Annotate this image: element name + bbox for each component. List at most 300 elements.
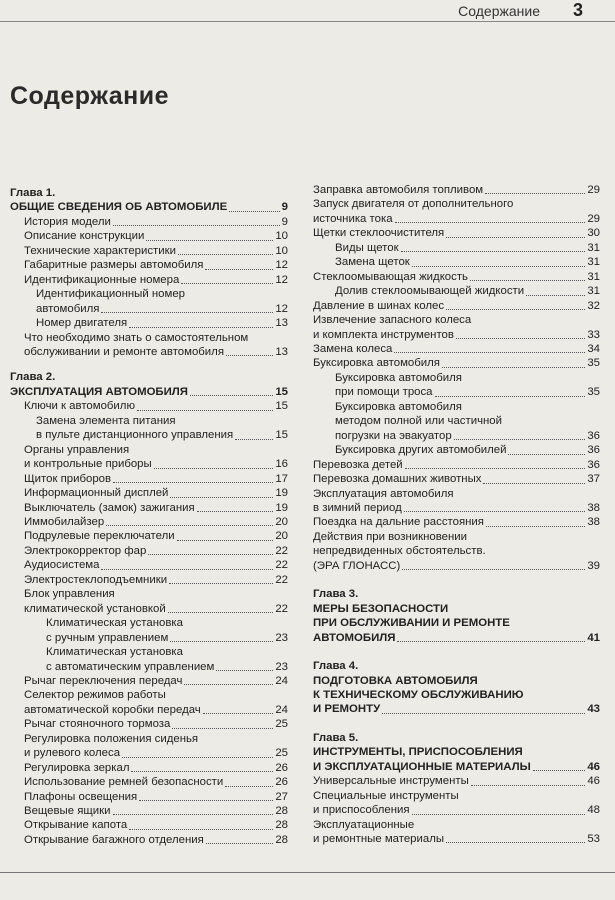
toc-entry-line: Органы управления bbox=[24, 443, 130, 456]
toc-entry-title: ОБЩИЕ СВЕДЕНИЯ ОБ АВТОМОБИЛЕ bbox=[10, 201, 228, 214]
toc-entry-last-line bbox=[335, 429, 600, 443]
toc-entry bbox=[10, 573, 288, 587]
dot-leader bbox=[184, 683, 273, 685]
dot-leader bbox=[235, 438, 273, 440]
toc-entry-title: Буксировка других автомобилей bbox=[335, 444, 507, 457]
toc-entry-last-line bbox=[24, 833, 288, 847]
toc-entry-title: Номер двигателя bbox=[36, 317, 128, 330]
toc-entry-last-line bbox=[24, 472, 288, 486]
toc-entry-last-line bbox=[313, 472, 600, 486]
toc-page-number: 9 bbox=[281, 215, 288, 228]
toc-page-number: 28 bbox=[275, 833, 288, 846]
dot-leader bbox=[178, 253, 273, 255]
toc-page-number: 15 bbox=[275, 429, 288, 442]
dot-leader bbox=[170, 640, 273, 642]
toc-page-number: 12 bbox=[275, 259, 288, 272]
dot-leader bbox=[483, 482, 585, 484]
toc-entry bbox=[313, 371, 600, 400]
toc-page-number: 31 bbox=[587, 285, 600, 298]
toc-right-column bbox=[313, 183, 600, 846]
dot-leader bbox=[229, 210, 279, 212]
toc-entry bbox=[313, 284, 600, 298]
dot-leader bbox=[148, 553, 273, 555]
toc-page-number: 22 bbox=[275, 602, 288, 615]
toc-page-number: 38 bbox=[587, 516, 600, 529]
toc-page-number: 13 bbox=[275, 317, 288, 330]
toc-entry bbox=[10, 544, 288, 558]
dot-leader bbox=[169, 582, 273, 584]
toc-entry-last-line bbox=[313, 458, 600, 472]
dot-leader bbox=[154, 467, 274, 469]
dot-leader bbox=[526, 294, 585, 296]
dot-leader bbox=[129, 326, 273, 328]
toc-page-number: 10 bbox=[275, 230, 288, 243]
toc-entry-last-line bbox=[24, 515, 288, 529]
chapter-title-entry bbox=[313, 745, 600, 774]
toc-entry bbox=[10, 529, 288, 543]
toc-entry-title: и рулевого колеса bbox=[24, 747, 121, 760]
dot-leader bbox=[137, 409, 273, 411]
toc-entry-line: Извлечение запасного колеса bbox=[313, 314, 472, 327]
dot-leader bbox=[412, 813, 586, 815]
toc-page-number: 35 bbox=[587, 386, 600, 399]
toc-entry bbox=[10, 775, 288, 789]
toc-page-number: 27 bbox=[275, 790, 288, 803]
toc-entry bbox=[313, 458, 600, 472]
toc-page-number: 22 bbox=[275, 544, 288, 557]
toc-entry-title: Подрулевые переключатели bbox=[24, 530, 175, 543]
toc-entry bbox=[10, 558, 288, 572]
toc-page-number: 19 bbox=[275, 487, 288, 500]
toc-entry bbox=[10, 804, 288, 818]
toc-entry bbox=[10, 833, 288, 847]
toc-entry bbox=[313, 789, 600, 818]
chapter-title-entry bbox=[313, 674, 600, 717]
toc-entry-last-line bbox=[24, 573, 288, 587]
toc-entry-title: и приспособления bbox=[313, 804, 410, 817]
toc-entry bbox=[313, 530, 600, 573]
toc-entry-last-line bbox=[24, 717, 288, 731]
running-header-section: Содержание bbox=[458, 3, 540, 19]
toc-entry bbox=[313, 183, 600, 197]
toc-entry-last-line bbox=[313, 631, 600, 645]
toc-page-number: 28 bbox=[275, 819, 288, 832]
toc-page-number: 15 bbox=[275, 385, 288, 398]
toc-page-number: 32 bbox=[587, 299, 600, 312]
toc-page-number: 31 bbox=[587, 241, 600, 254]
toc-entry bbox=[313, 313, 600, 342]
toc-entry-last-line bbox=[24, 258, 288, 272]
chapter-title-entry bbox=[10, 200, 288, 214]
toc-entry-last-line bbox=[313, 226, 600, 240]
toc-entry bbox=[10, 645, 288, 674]
dot-leader bbox=[226, 354, 273, 356]
toc-entry-last-line bbox=[24, 818, 288, 832]
toc-entry-last-line bbox=[313, 270, 600, 284]
toc-entry bbox=[10, 331, 288, 360]
toc-page-number: 12 bbox=[275, 273, 288, 286]
chapter-label: Глава 3. bbox=[313, 588, 359, 601]
toc-page-number: 33 bbox=[587, 328, 600, 341]
dot-leader bbox=[181, 282, 273, 284]
toc-entry-line: Действия при возникновении bbox=[313, 530, 467, 543]
dot-leader bbox=[172, 727, 273, 729]
toc-entry bbox=[10, 501, 288, 515]
toc-entry bbox=[313, 515, 600, 529]
toc-entry-last-line bbox=[313, 183, 600, 197]
toc-entry-title: Буксировка автомобиля bbox=[313, 357, 440, 370]
page-title: Содержание bbox=[10, 82, 170, 110]
toc-page-number: 46 bbox=[587, 760, 600, 773]
toc-entry-title: погрузки на эвакуатор bbox=[335, 429, 452, 442]
toc-entry bbox=[313, 226, 600, 240]
dot-leader bbox=[446, 841, 585, 843]
dot-leader bbox=[122, 756, 273, 758]
toc-entry-last-line bbox=[24, 215, 288, 229]
toc-page-number: 39 bbox=[587, 559, 600, 572]
toc-page-number: 41 bbox=[587, 631, 600, 644]
toc-entry bbox=[10, 244, 288, 258]
dot-leader bbox=[533, 769, 586, 771]
chapter-label: Глава 1. bbox=[10, 187, 56, 199]
toc-entry-title: Идентификационные номера bbox=[24, 273, 180, 286]
dot-leader bbox=[395, 221, 586, 223]
toc-entry bbox=[10, 258, 288, 272]
toc-entry bbox=[10, 486, 288, 500]
toc-page-number: 23 bbox=[275, 660, 288, 673]
toc-entry-line: Климатическая установка bbox=[46, 617, 183, 630]
toc-page-number: 25 bbox=[275, 718, 288, 731]
toc-entry-last-line bbox=[24, 790, 288, 804]
toc-entry-title: История модели bbox=[24, 215, 111, 228]
toc-entry-title: (ЭРА ГЛОНАСС) bbox=[313, 559, 401, 572]
toc-entry bbox=[313, 356, 600, 370]
dot-leader bbox=[177, 539, 274, 541]
toc-entry-last-line bbox=[24, 457, 288, 471]
toc-entry-title: Регулировка зеркал bbox=[24, 761, 130, 774]
toc-entry-line: Селектор режимов работы bbox=[24, 689, 166, 702]
toc-entry-title: Поездка на дальние расстояния bbox=[313, 516, 484, 529]
toc-entry-last-line bbox=[313, 328, 600, 342]
toc-page-number: 36 bbox=[587, 458, 600, 471]
toc-entry-title: Щиток приборов bbox=[24, 472, 112, 485]
toc-entry-last-line bbox=[24, 529, 288, 543]
toc-page-number: 24 bbox=[275, 674, 288, 687]
toc-entry-last-line bbox=[335, 385, 600, 399]
toc-entry bbox=[10, 674, 288, 688]
toc-entry-last-line bbox=[24, 746, 288, 760]
toc-entry-title: Перевозка домашних животных bbox=[313, 473, 482, 486]
toc-entry-title: Электрокорректор фар bbox=[24, 544, 147, 557]
toc-entry-last-line bbox=[335, 241, 600, 255]
toc-entry bbox=[10, 818, 288, 832]
toc-page-number: 26 bbox=[275, 776, 288, 789]
toc-page-number: 9 bbox=[281, 201, 288, 214]
toc-page-number: 23 bbox=[275, 631, 288, 644]
toc-left-column bbox=[10, 186, 288, 847]
toc-entry-line: К ТЕХНИЧЕСКОМУ ОБСЛУЖИВАНИЮ bbox=[313, 688, 524, 701]
toc-entry-title: Плафоны освещения bbox=[24, 790, 138, 803]
spacer bbox=[313, 573, 600, 587]
toc-entry-last-line bbox=[313, 774, 600, 788]
toc-entry-title: Описание конструкции bbox=[24, 230, 145, 243]
toc-entry-last-line bbox=[24, 544, 288, 558]
toc-entry-last-line bbox=[24, 761, 288, 775]
dot-leader bbox=[508, 453, 585, 455]
toc-entry-line: МЕРЫ БЕЗОПАСНОСТИ bbox=[313, 602, 449, 615]
toc-entry-title: Ключи к автомобилю bbox=[24, 400, 135, 413]
toc-entry-last-line bbox=[313, 559, 600, 573]
toc-entry-line: Запуск двигателя от дополнительного bbox=[313, 198, 514, 211]
toc-entry-last-line bbox=[335, 443, 600, 457]
footer-rule bbox=[0, 872, 615, 873]
page-header bbox=[0, 0, 615, 22]
toc-page-number: 38 bbox=[587, 501, 600, 514]
chapter-label: Глава 4. bbox=[313, 660, 359, 673]
dot-leader bbox=[203, 712, 274, 714]
toc-entry-title: АВТОМОБИЛЯ bbox=[313, 631, 396, 644]
toc-entry bbox=[10, 790, 288, 804]
toc-entry bbox=[10, 587, 288, 616]
toc-entry-title: в зимний период bbox=[313, 501, 402, 514]
dot-leader bbox=[456, 337, 585, 339]
chapter-title-entry bbox=[313, 602, 600, 645]
toc-entry-title: И РЕМОНТУ bbox=[313, 703, 381, 716]
toc-entry-last-line bbox=[313, 356, 600, 370]
toc-page-number: 19 bbox=[275, 501, 288, 514]
toc-entry bbox=[10, 761, 288, 775]
toc-entry-line: ПРИ ОБСЛУЖИВАНИИ И РЕМОНТЕ bbox=[313, 617, 510, 630]
spacer bbox=[10, 359, 288, 370]
dot-leader bbox=[139, 799, 273, 801]
toc-entry-title: обслуживании и ремонте автомобиля bbox=[24, 345, 224, 358]
toc-page-number: 48 bbox=[587, 804, 600, 817]
toc-entry-line: Эксплуатация автомобиля bbox=[313, 487, 454, 500]
toc-entry-line: Эксплуатационные bbox=[313, 818, 415, 831]
toc-page-number: 34 bbox=[587, 342, 600, 355]
toc-entry bbox=[10, 287, 288, 316]
dot-leader bbox=[470, 279, 585, 281]
toc-entry bbox=[10, 414, 288, 443]
toc-entry-last-line bbox=[313, 212, 600, 226]
dot-leader bbox=[405, 467, 586, 469]
toc-entry-last-line bbox=[313, 832, 600, 846]
toc-page-number: 28 bbox=[275, 805, 288, 818]
dot-leader bbox=[454, 438, 586, 440]
dot-leader bbox=[402, 568, 585, 570]
spacer bbox=[313, 645, 600, 659]
toc-entry bbox=[10, 688, 288, 717]
toc-entry-title: автоматической коробки передач bbox=[24, 703, 201, 716]
toc-entry-line: методом полной или частичной bbox=[335, 415, 502, 428]
dot-leader bbox=[101, 311, 273, 313]
toc-entry-title: Универсальные инструменты bbox=[313, 775, 469, 788]
toc-entry bbox=[313, 241, 600, 255]
toc-entry-last-line bbox=[335, 255, 600, 269]
toc-entry bbox=[313, 818, 600, 847]
toc-entry bbox=[313, 197, 600, 226]
toc-entry-title: с автоматическим управлением bbox=[46, 660, 215, 673]
toc-entry bbox=[10, 229, 288, 243]
toc-entry-line: непредвиденных обстоятельств. bbox=[313, 545, 486, 558]
dot-leader bbox=[446, 308, 585, 310]
toc-page-number: 37 bbox=[587, 473, 600, 486]
toc-entry-line: Регулировка положения сиденья bbox=[24, 732, 199, 745]
toc-entry-last-line bbox=[10, 200, 288, 214]
chapter-label: Глава 5. bbox=[313, 731, 359, 744]
dot-leader bbox=[170, 496, 273, 498]
toc-page-number: 36 bbox=[587, 429, 600, 442]
toc-entry-last-line bbox=[46, 660, 288, 674]
toc-entry-last-line bbox=[36, 428, 288, 442]
toc-entry-last-line bbox=[36, 302, 288, 316]
toc-entry bbox=[313, 342, 600, 356]
toc-entry bbox=[10, 717, 288, 731]
dot-leader bbox=[206, 842, 274, 844]
dot-leader bbox=[404, 510, 586, 512]
toc-entry-title: Технические характеристики bbox=[24, 244, 176, 257]
dot-leader bbox=[435, 395, 586, 397]
dot-leader bbox=[131, 770, 273, 772]
dot-leader bbox=[106, 524, 273, 526]
header-rule bbox=[0, 21, 615, 22]
toc-entry-title: Замена колеса bbox=[313, 342, 393, 355]
toc-entry bbox=[313, 487, 600, 516]
toc-page-number: 53 bbox=[587, 833, 600, 846]
toc-entry-title: Открывание капота bbox=[24, 819, 128, 832]
toc-entry-last-line bbox=[46, 631, 288, 645]
dot-leader bbox=[486, 525, 585, 527]
toc-entry-line: Блок управления bbox=[24, 588, 115, 601]
toc-entry-title: Рычаг стояночного тормоза bbox=[24, 718, 171, 731]
toc-page-number: 29 bbox=[587, 184, 600, 196]
toc-entry-last-line bbox=[24, 703, 288, 717]
toc-entry bbox=[10, 273, 288, 287]
toc-entry bbox=[10, 732, 288, 761]
toc-entry-last-line bbox=[313, 299, 600, 313]
toc-entry-title: Вещевые ящики bbox=[24, 805, 111, 818]
toc-entry-last-line bbox=[24, 399, 288, 413]
toc-entry bbox=[10, 399, 288, 413]
toc-entry-title: Виды щеток bbox=[335, 241, 399, 254]
toc-entry-title: Выключатель (замок) зажигания bbox=[24, 501, 195, 514]
toc-entry-last-line bbox=[313, 702, 600, 716]
toc-entry-title: Перевозка детей bbox=[313, 458, 403, 471]
toc-page-number: 31 bbox=[587, 256, 600, 269]
toc-entry bbox=[10, 316, 288, 330]
toc-entry-title: Стеклоомывающая жидкость bbox=[313, 270, 468, 283]
toc-entry-line: Замена элемента питания bbox=[36, 414, 176, 427]
toc-page-number: 25 bbox=[275, 747, 288, 760]
toc-entry-last-line bbox=[24, 244, 288, 258]
dot-leader bbox=[197, 510, 274, 512]
toc-page-number: 31 bbox=[587, 270, 600, 283]
toc-entry bbox=[313, 270, 600, 284]
toc-page-number: 35 bbox=[587, 357, 600, 370]
toc-entry bbox=[313, 774, 600, 788]
dot-leader bbox=[168, 611, 274, 613]
toc-entry-title: источника тока bbox=[313, 212, 393, 225]
toc-page-number: 13 bbox=[275, 345, 288, 358]
toc-entry-line: Буксировка автомобиля bbox=[335, 371, 462, 384]
toc-entry-line: ИНСТРУМЕНТЫ, ПРИСПОСОБЛЕНИЯ bbox=[313, 746, 523, 759]
toc-page-number: 29 bbox=[587, 212, 600, 225]
toc-page-number: 22 bbox=[275, 559, 288, 572]
toc-page-number: 20 bbox=[275, 530, 288, 543]
toc-entry-title: Открывание багажного отделения bbox=[24, 833, 204, 846]
toc-entry-last-line bbox=[313, 515, 600, 529]
dot-leader bbox=[412, 265, 586, 267]
toc-entry-title: И ЭКСПЛУАТАЦИОННЫЕ МАТЕРИАЛЫ bbox=[313, 760, 531, 773]
toc-entry-last-line bbox=[24, 804, 288, 818]
toc-page-number: 20 bbox=[275, 515, 288, 528]
dot-leader bbox=[382, 712, 585, 714]
spacer bbox=[313, 717, 600, 731]
toc-entry-title: с ручным управлением bbox=[46, 631, 169, 644]
toc-entry-line: Специальные инструменты bbox=[313, 789, 459, 802]
toc-entry-title: Замена щеток bbox=[335, 256, 410, 269]
toc-entry bbox=[10, 215, 288, 229]
toc-entry-last-line bbox=[313, 803, 600, 817]
dot-leader bbox=[394, 351, 585, 353]
chapter-title-entry bbox=[10, 385, 288, 399]
toc-entry-title: Использование ремней безопасности bbox=[24, 776, 224, 789]
toc-entry-line: Что необходимо знать о самостоятельном bbox=[24, 331, 249, 344]
toc-entry-title: при помощи троса bbox=[335, 386, 433, 399]
toc-entry-last-line bbox=[36, 316, 288, 330]
toc-entry-last-line bbox=[24, 229, 288, 243]
dot-leader bbox=[190, 394, 273, 396]
toc-entry-title: Рычаг переключения передач bbox=[24, 674, 183, 687]
toc-entry-title: Электростеклоподъемники bbox=[24, 573, 168, 586]
page-number: 3 bbox=[572, 0, 583, 20]
toc-entry-title: и контрольные приборы bbox=[24, 458, 152, 471]
dot-leader bbox=[471, 784, 586, 786]
dot-leader bbox=[129, 828, 273, 830]
toc-page-number: 36 bbox=[587, 444, 600, 457]
toc-entry-line: Идентификационный номер bbox=[36, 288, 185, 301]
toc-entry-last-line bbox=[24, 674, 288, 688]
dot-leader bbox=[485, 192, 585, 194]
toc-entry-last-line bbox=[10, 385, 288, 399]
toc-page-number: 16 bbox=[275, 458, 288, 471]
dot-leader bbox=[446, 236, 585, 238]
toc-page-number: 17 bbox=[275, 472, 288, 485]
toc-page-number: 22 bbox=[275, 573, 288, 586]
toc-page-number: 15 bbox=[275, 400, 288, 413]
toc-entry-last-line bbox=[24, 602, 288, 616]
toc-entry-line: Буксировка автомобиля bbox=[335, 400, 462, 413]
dot-leader bbox=[113, 813, 274, 815]
dot-leader bbox=[101, 568, 273, 570]
toc-entry-title: Иммобилайзер bbox=[24, 515, 105, 528]
toc-entry bbox=[313, 472, 600, 486]
toc-entry-last-line bbox=[24, 345, 288, 359]
toc-entry-last-line bbox=[24, 486, 288, 500]
chapter-label: Глава 2. bbox=[10, 371, 56, 384]
toc-page-number: 10 bbox=[275, 244, 288, 257]
toc-entry-last-line bbox=[335, 284, 600, 298]
toc-entry-title: Щетки стеклоочистителя bbox=[313, 227, 445, 240]
toc-entry-title: Габаритные размеры автомобиля bbox=[24, 259, 204, 272]
dot-leader bbox=[401, 250, 586, 252]
toc-entry bbox=[10, 472, 288, 486]
toc-entry-title: автомобиля bbox=[36, 302, 100, 315]
toc-entry-title: в пульте дистанционного управления bbox=[36, 429, 234, 442]
toc-entry bbox=[10, 616, 288, 645]
toc-entry bbox=[10, 515, 288, 529]
toc-page-number: 26 bbox=[275, 761, 288, 774]
